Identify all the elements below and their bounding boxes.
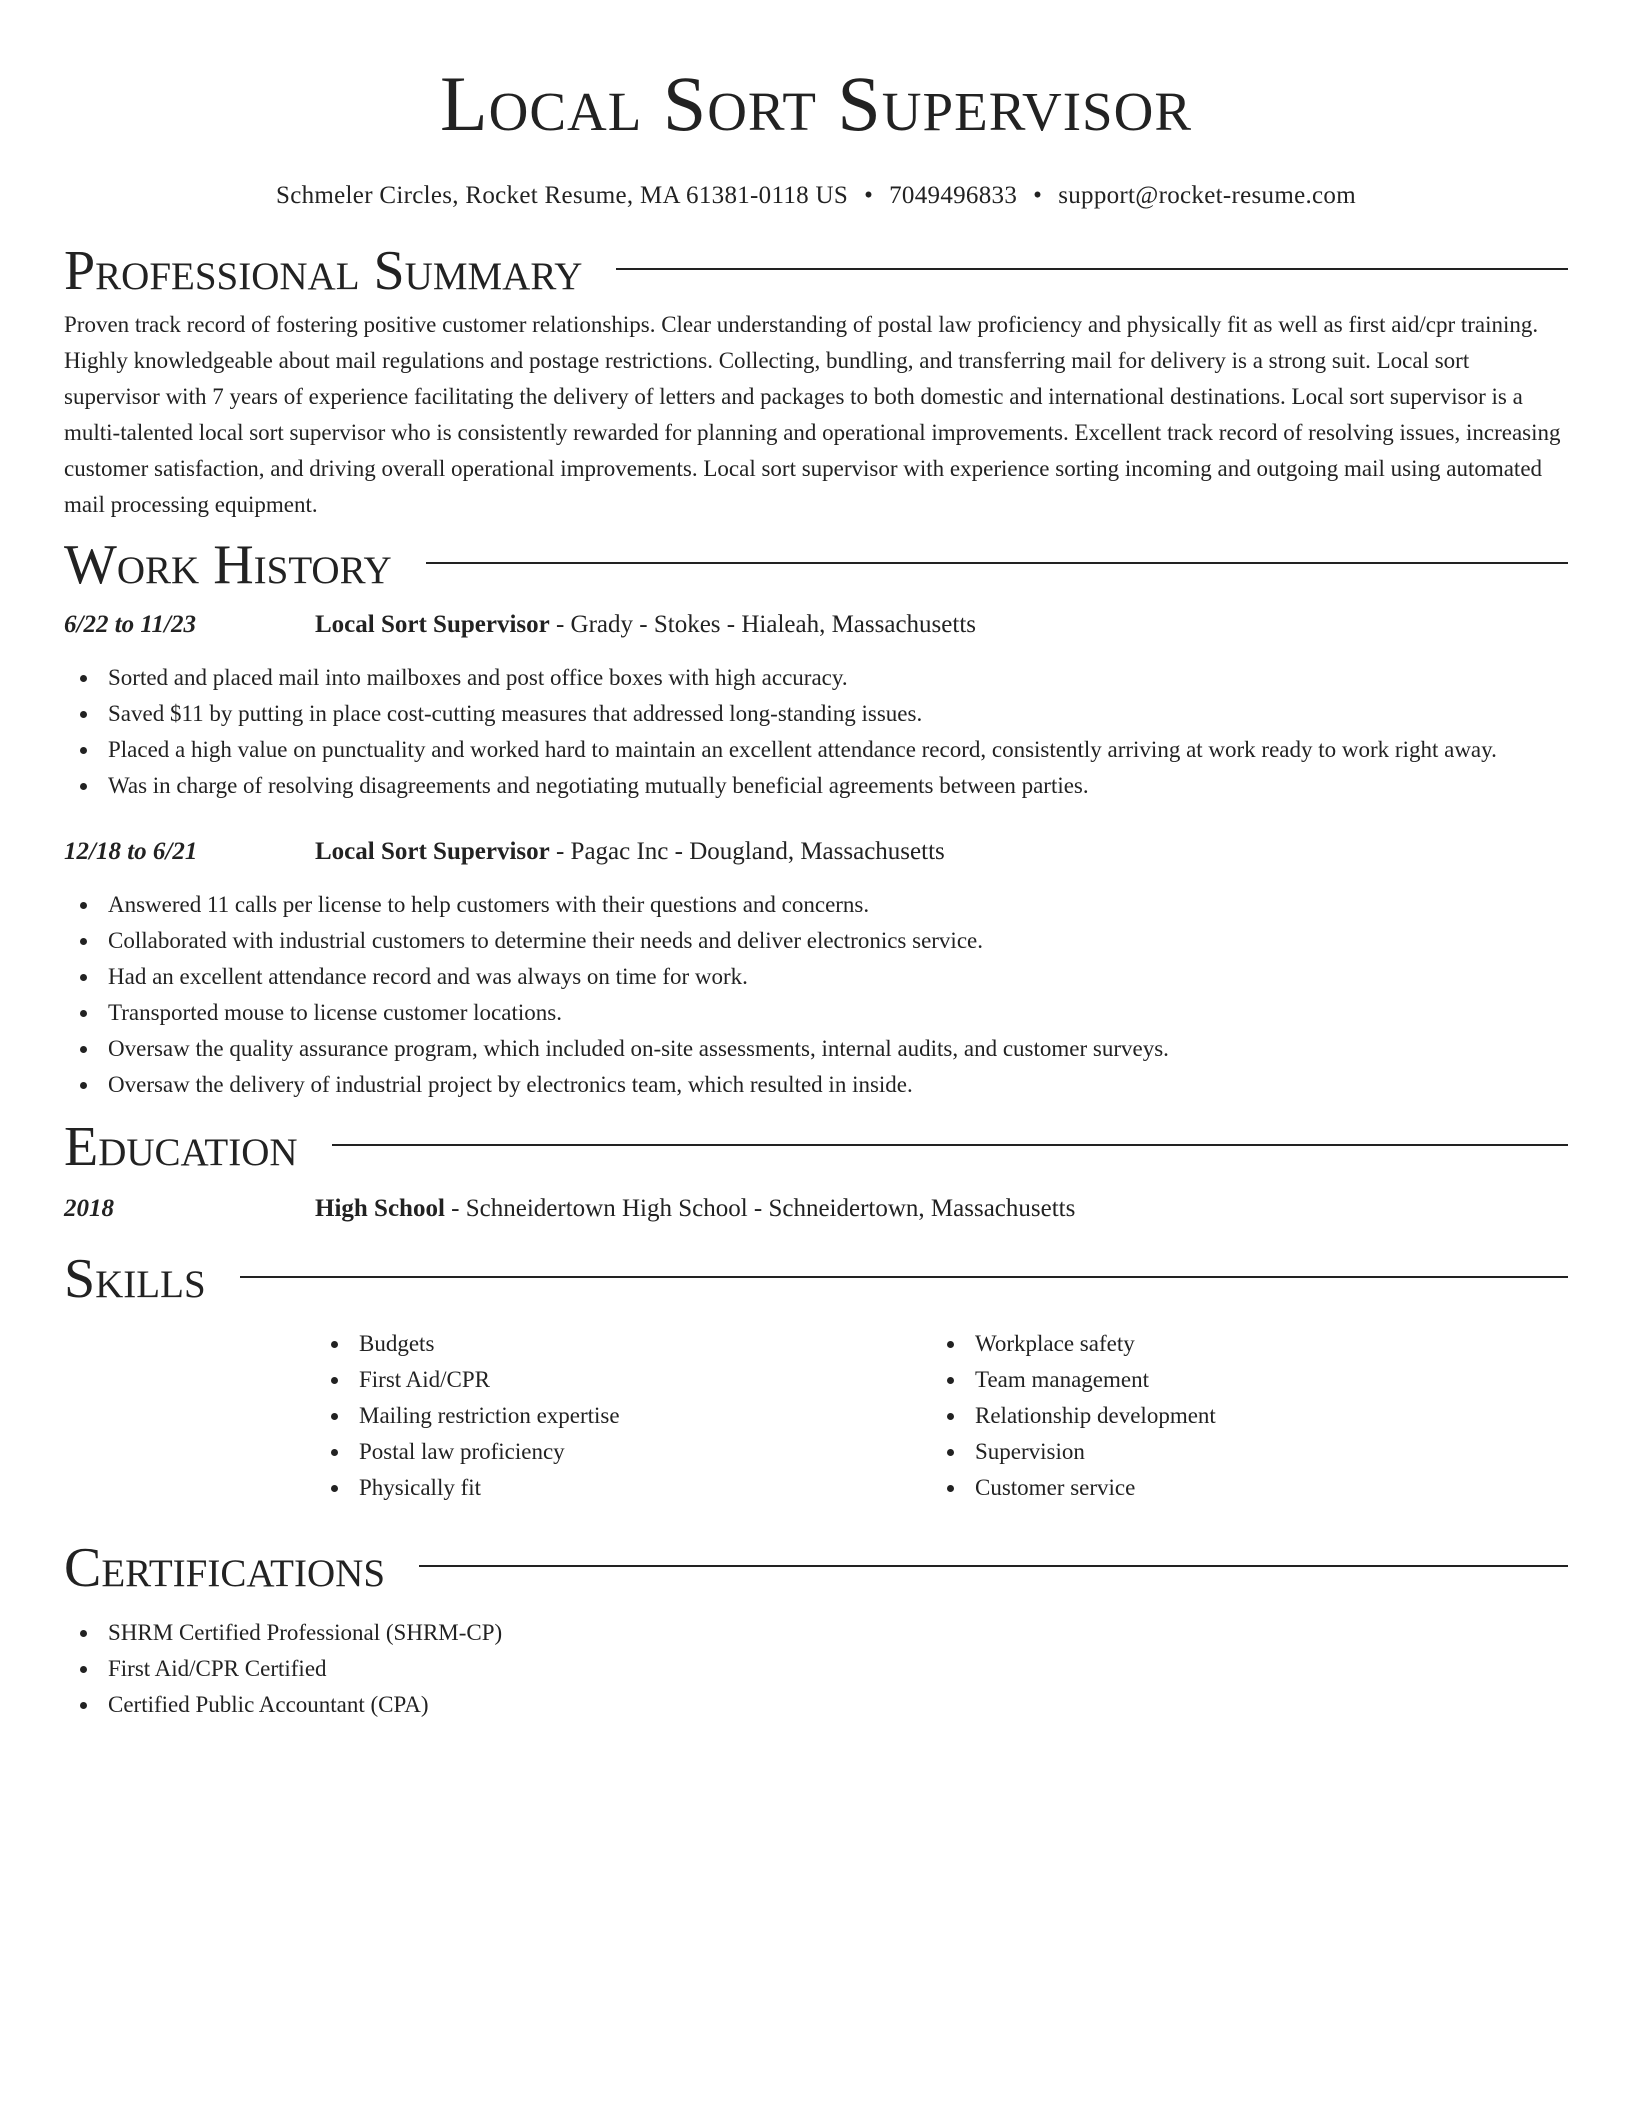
job-dates: 12/18 to 6/21 (64, 838, 198, 865)
summary-title: Professional Summary (64, 240, 583, 302)
education-degree: High School (315, 1195, 445, 1222)
certification-item: Certified Public Accountant (CPA) (64, 1687, 1568, 1723)
work-history-title: Work History (64, 534, 392, 596)
skill-item: Budgets (315, 1326, 931, 1362)
job-bullets (64, 660, 1568, 804)
job-bullet: Transported mouse to license customer locations. (64, 995, 1568, 1031)
job-title-line (315, 607, 976, 643)
education-heading (64, 1115, 1568, 1179)
job-bullet: Had an excellent attendance record and was always on time for work. (64, 959, 1568, 995)
skill-item: Supervision (931, 1434, 1547, 1470)
certifications-title: Certifications (64, 1537, 386, 1599)
job-role: Local Sort Supervisor (315, 838, 550, 865)
job-bullet: Saved $11 by putting in place cost-cutting measures that addressed long-standing issues. (64, 696, 1568, 732)
job-bullet: Answered 11 calls per license to help customers with their questions and concerns. (64, 887, 1568, 923)
education-line (315, 1191, 1075, 1227)
skill-item: Postal law proficiency (315, 1434, 931, 1470)
education-entry (64, 1191, 1568, 1227)
work-history-section (64, 533, 1568, 1103)
skills-title: Skills (64, 1248, 206, 1310)
contact-email: support@rocket-resume.com (1058, 182, 1356, 209)
section-divider (240, 1276, 1568, 1278)
job-title-line (315, 834, 945, 870)
job-entry (64, 834, 1568, 1103)
summary-section (64, 239, 1568, 523)
contact-separator: • (864, 182, 874, 209)
job-bullet: Sorted and placed mail into mailboxes and post office boxes with high accuracy. (64, 660, 1568, 696)
skills-column-right (931, 1326, 1547, 1506)
contact-separator: • (1033, 182, 1043, 209)
job-entry (64, 607, 1568, 804)
section-divider (419, 1565, 1568, 1567)
skill-item: Physically fit (315, 1470, 931, 1506)
job-bullets (64, 887, 1568, 1103)
section-divider (616, 268, 1568, 270)
education-details: - Schneidertown High School - Schneidertown, Massachusetts (444, 1195, 1076, 1222)
summary-heading (64, 239, 1568, 303)
section-divider (426, 562, 1568, 564)
certification-item: SHRM Certified Professional (SHRM-CP) (64, 1615, 1568, 1651)
skills-column-left (315, 1326, 931, 1506)
education-header (64, 1191, 1568, 1227)
education-year: 2018 (64, 1195, 114, 1222)
certifications-list (64, 1615, 1568, 1723)
skill-item: Workplace safety (931, 1326, 1547, 1362)
job-bullet: Was in charge of resolving disagreements and negotiating mutually beneficial agreements between parties. (64, 768, 1568, 804)
resume-title: Local Sort Supervisor (439, 60, 1193, 147)
summary-text: Proven track record of fostering positive customer relationships. Clear understanding of postal law proficiency and physically fit as well as first aid/cpr training. Highly knowledgeable about mail regulations and postage restrictions. Collecting, bundling, and transferring mail for delivery is a strong suit. Local sort supervisor with 7 years of experience facilitating the delivery of letters and packages to both domestic and international destinations. Local sort supervisor is a multi-talented local sort supervisor who is consistently rewarded for planning and operational improvements. Excellent track record of resolving issues, increasing customer satisfaction, and driving overall operational improvements. Local sort supervisor with experience sorting incoming and outgoing mail using automated mail processing equipment. (64, 312, 1561, 517)
skill-item: Mailing restriction expertise (315, 1398, 931, 1434)
resume-page (64, 56, 1568, 1723)
job-role: Local Sort Supervisor (315, 611, 550, 638)
contact-line (64, 180, 1568, 212)
job-header (64, 607, 1568, 643)
skill-item: Customer service (931, 1470, 1547, 1506)
skills-heading (64, 1247, 1568, 1311)
skills-grid (315, 1326, 1568, 1506)
job-details: - Pagac Inc - Dougland, Massachusetts (549, 838, 945, 865)
job-bullet: Oversaw the delivery of industrial project by electronics team, which resulted in inside. (64, 1067, 1568, 1103)
education-section (64, 1115, 1568, 1227)
skill-item: Relationship development (931, 1398, 1547, 1434)
job-bullet: Collaborated with industrial customers to determine their needs and deliver electronics service. (64, 923, 1568, 959)
education-title: Education (64, 1116, 298, 1178)
section-divider (332, 1144, 1568, 1146)
contact-phone: 7049496833 (889, 182, 1018, 209)
certifications-section (64, 1536, 1568, 1723)
skill-item: Team management (931, 1362, 1547, 1398)
skills-section (64, 1247, 1568, 1506)
skill-item: First Aid/CPR (315, 1362, 931, 1398)
work-history-heading (64, 533, 1568, 597)
job-details: - Grady - Stokes - Hialeah, Massachusetts (549, 611, 977, 638)
job-bullet: Placed a high value on punctuality and worked hard to maintain an excellent attendance record, consistently arriving at work ready to work right away. (64, 732, 1568, 768)
certification-item: First Aid/CPR Certified (64, 1651, 1568, 1687)
job-bullet: Oversaw the quality assurance program, which included on-site assessments, internal audits, and customer surveys. (64, 1031, 1568, 1067)
job-dates: 6/22 to 11/23 (64, 611, 196, 638)
job-header (64, 834, 1568, 870)
certifications-heading (64, 1536, 1568, 1600)
contact-address: Schmeler Circles, Rocket Resume, MA 61381-0118 US (276, 182, 849, 209)
